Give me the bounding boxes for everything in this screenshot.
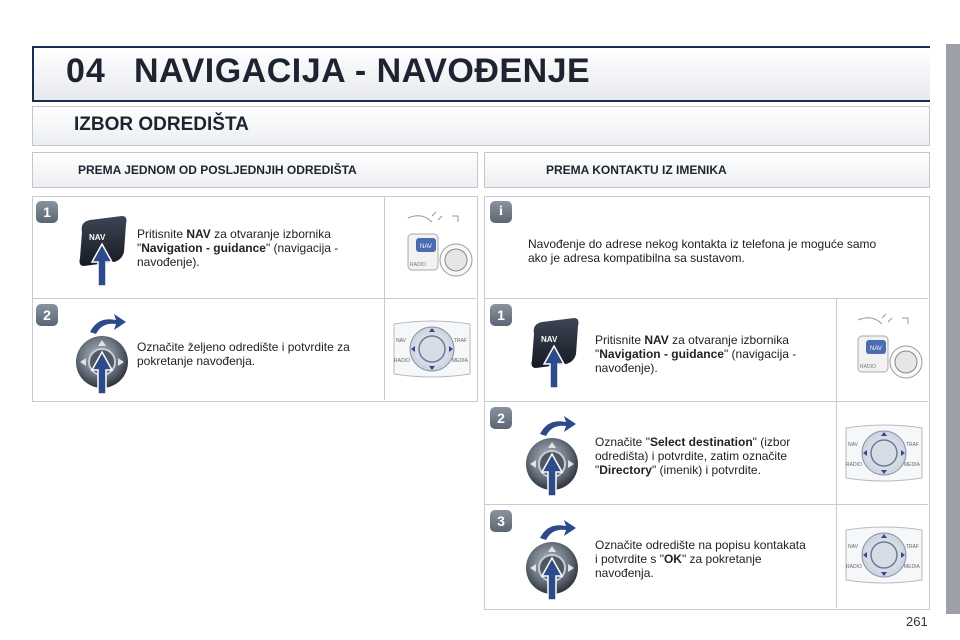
step-number-badge: 1 [490,304,512,326]
chapter-title: NAVIGACIJA - NAVOĐENJE [134,52,591,90]
svg-text:NAV: NAV [89,233,106,242]
svg-text:NAV: NAV [420,244,432,250]
svg-text:TRAF: TRAF [454,338,468,344]
side-tab-bar [946,44,960,614]
rotary-knob-confirm-icon [520,412,586,498]
control-panel-illustration [842,522,926,588]
svg-text:NAV: NAV [870,346,882,352]
svg-text:NAV: NAV [541,335,558,344]
svg-text:MEDIA: MEDIA [904,462,920,468]
left-step-2-text: Označite željeno odredište i potvrdite za pokretanje navođenja. [137,340,350,368]
svg-text:NAV: NAV [848,544,858,550]
right-step-3-text: Označite odredište na popisu kontakata i potvrdite s "OK" za pokretanje navođenja. [595,538,806,580]
svg-text:TRAF: TRAF [906,544,920,550]
right-step-2-text: Označite "Select destination" (izbor odredišta) i potvrdite, zatim označite "Directory" (imenik) i potvrdite. [595,435,791,477]
rotary-knob-confirm-icon [520,516,586,602]
step-number-badge: 2 [36,304,58,326]
svg-text:RADIO: RADIO [846,564,862,570]
dashboard-nav-illustration [402,208,474,292]
section-title: IZBOR ODREDIŠTA [74,114,249,135]
svg-text:RADIO: RADIO [846,462,862,468]
right-heading: PREMA KONTAKTU IZ IMENIKA [546,163,727,177]
svg-text:RADIO: RADIO [410,262,426,268]
svg-text:RADIO: RADIO [860,364,876,370]
info-text: Navođenje do adrese nekog kontakta iz telefona je moguće samo ako je adresa kompatibilna sa sustavom. [528,237,877,265]
step-number-badge: 2 [490,407,512,429]
nav-button-press-icon [526,314,582,390]
control-panel-illustration [842,420,926,486]
svg-text:TRAF: TRAF [906,442,920,448]
svg-text:NAV: NAV [848,442,858,448]
right-step-1-text: Pritisnite NAV za otvaranje izbornika "Navigation - guidance" (navigacija - navođenje). [595,333,797,375]
step-number-badge: 1 [36,201,58,223]
nav-button-press-icon [74,212,130,288]
svg-text:MEDIA: MEDIA [452,358,468,364]
control-panel-illustration [390,316,474,382]
svg-text:RADIO: RADIO [394,358,410,364]
step-number-badge: 3 [490,510,512,532]
dashboard-nav-illustration [852,310,924,394]
rotary-knob-confirm-icon [70,310,136,396]
svg-text:NAV: NAV [396,338,406,344]
chapter-number: 04 [66,52,106,90]
svg-text:MEDIA: MEDIA [904,564,920,570]
page-number: 261 [906,614,928,629]
left-heading: PREMA JEDNOM OD POSLJEDNJIH ODREDIŠTA [78,163,357,177]
left-step-1-text: Pritisnite NAV za otvaranje izbornika "Navigation - guidance" (navigacija - navođenje). [137,227,339,269]
info-icon: i [490,201,512,223]
